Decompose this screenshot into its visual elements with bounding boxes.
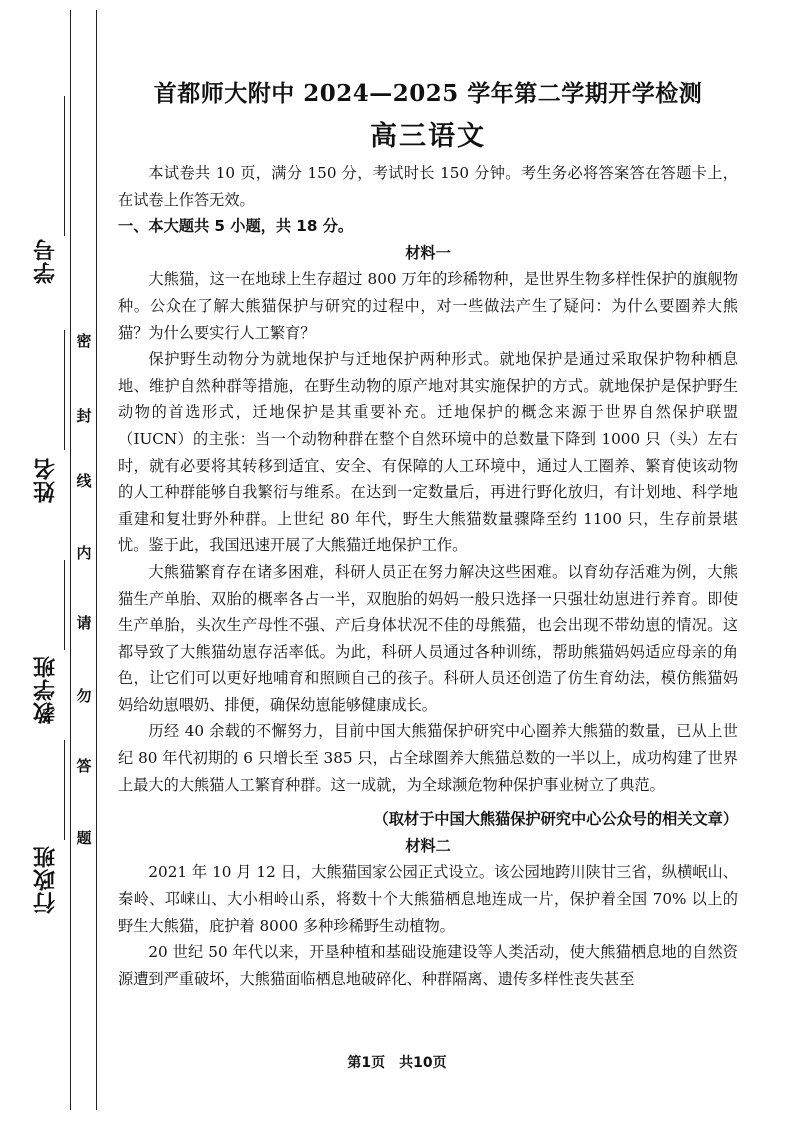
exam-title: 首都师大附中 2024—2025 学年第二学期开学检测 bbox=[153, 80, 703, 107]
seal-char: 答 bbox=[76, 757, 92, 775]
material-2-paragraph: 20 世纪 50 年代以来，开垦种植和基础设施建设等人类活动，使大熊猫栖息地的自然资源遭到严重破坏，大熊猫面临栖息地破碎化、种群隔离、遗传多样性丧失甚至 bbox=[118, 943, 738, 988]
section-heading: 一、本大题共 5 小题，共 18 分。 bbox=[118, 217, 354, 236]
material-1-paragraph: 大熊猫，这一在地球上生存超过 800 万年的珍稀物种，是世界生物多样性保护的旗舰物种。公众在了解大熊猫保护与研究的过程中，对一些做法产生了疑问：为什么要圈养大熊猫？为什么要实行人工繁育？ bbox=[118, 270, 738, 342]
material-1-paragraph: 大熊猫繁育存在诸多困难，科研人员正在努力解决这些困难。以育幼存活难为例，大熊猫生产单胎、双胎的概率各占一半，双胞胎的妈妈一般只选择一只强壮幼崽进行养育。即使生产单胎，头次生产母性不强、产后身体状况不佳的母熊猫，也会出现不带幼崽的情况。这都导致了大熊猫幼崽存活率低。为此，科研人员通过各种训练，帮助熊猫妈妈适应母亲的角色，让它们可以更好地哺育和照顾自己的孩子。科研人员还创造了仿生育幼法，模仿熊猫妈妈给幼崽喂奶、排便，确保幼崽能够健康成长。 bbox=[118, 562, 738, 714]
seal-char: 内 bbox=[76, 544, 92, 562]
material-2-title: 材料二 bbox=[405, 836, 451, 855]
seal-char: 密 bbox=[76, 332, 92, 350]
binding-line-inner bbox=[96, 10, 97, 1110]
student-id-label: 学号 bbox=[33, 238, 59, 284]
exam-content bbox=[118, 76, 738, 992]
material-1-source: （取材于中国大熊猫保护研究中心公众号的相关文章） bbox=[373, 810, 738, 829]
material-2-paragraph: 2021 年 10 月 12 日，大熊猫国家公园正式设立。该公园地跨川陕甘三省，纵横岷山、秦岭、邛崃山、大小相岭山系，将数十个大熊猫栖息地连成一片，保护着全国 70% 以上的野生大熊猫，庇护着 8000 多种珍稀野生动植物。 bbox=[118, 863, 738, 935]
admin-class-write-line bbox=[64, 740, 65, 840]
seal-char: 封 bbox=[76, 407, 92, 425]
teaching-class-label: 教学班 bbox=[33, 655, 59, 725]
page-number: 第1页 共10页 bbox=[347, 1055, 447, 1071]
student-id-write-line bbox=[64, 96, 65, 236]
exam-instructions: 本试卷共 10 页，满分 150 分，考试时长 150 分钟。考生务必将答案答在答题卡上，在试卷上作答无效。 bbox=[118, 164, 738, 209]
seal-char: 线 bbox=[76, 472, 92, 490]
seal-char: 题 bbox=[76, 829, 92, 847]
binding-line-outer bbox=[70, 10, 71, 1110]
material-1-paragraph: 保护野生动物分为就地保护与迁地保护两种形式。就地保护是通过采取保护物种栖息地、维护自然种群等措施，在野生动物的原产地对其实施保护的方式。就地保护是保护野生动物的首选形式，迁地保护是其重要补充。迁地保护的概念来源于世界自然保护联盟（IUCN）的主张：当一个动物种群在整个自然环境中的总数量下降到 1000 只（头）左右时，就有必要将其转移到适宜、安全、有保障的人工环境中，通过人工圈养、繁育使该动物的人工种群能够自我繁衍与维系。在达到一定数量后，再进行野化放归，有计划地、科学地重建和复壮野外种群。上世纪 80 年代，野生大熊猫数量骤降至约 1100 只，生存前景堪忧。鉴于此，我国迅速开展了大熊猫迁地保护工作。 bbox=[118, 350, 738, 555]
material-1-title: 材料一 bbox=[405, 243, 451, 262]
admin-class-label: 行政班 bbox=[33, 845, 59, 915]
seal-char: 勿 bbox=[76, 687, 92, 705]
name-label: 姓名 bbox=[33, 457, 59, 503]
teaching-class-write-line bbox=[64, 560, 65, 650]
seal-char: 请 bbox=[76, 614, 92, 632]
name-write-line bbox=[64, 330, 65, 450]
exam-subject: 高三语文 bbox=[370, 121, 486, 152]
material-1-paragraph: 历经 40 余载的不懈努力，目前中国大熊猫保护研究中心圈养大熊猫的数量，已从上世纪 80 年代初期的 6 只增长至 385 只，占全球圈养大熊猫总数的一半以上，成功构建了世界上最大的大熊猫人工繁育种群。这一成就，为全球濒危物种保护事业树立了典范。 bbox=[118, 722, 738, 794]
